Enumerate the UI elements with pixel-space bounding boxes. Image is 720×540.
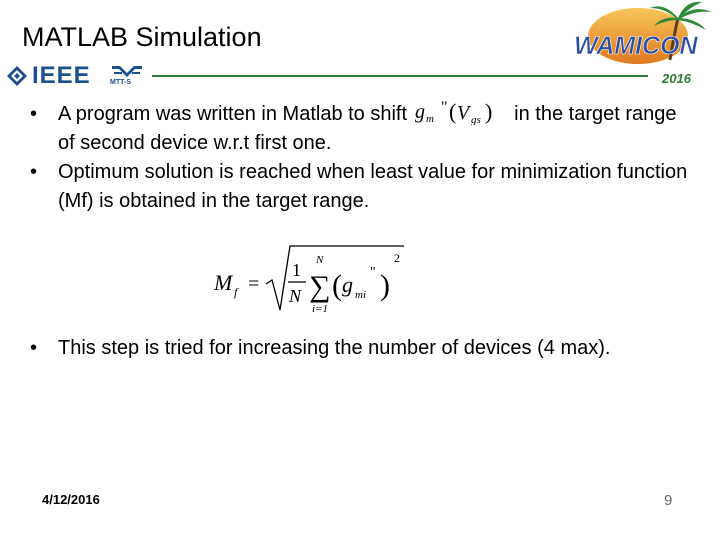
- bullet-item: [30, 334, 690, 363]
- svg-text:(: (: [332, 269, 342, 302]
- gm-vgs-symbol: [413, 101, 509, 125]
- formula-term-sub: mi: [355, 289, 366, 301]
- formula-numerator: 1: [292, 260, 301, 280]
- bullet-marker: •: [30, 337, 38, 359]
- sum-lower-limit: i=1: [312, 303, 328, 315]
- mtt-label: MTT-S: [110, 79, 131, 86]
- ieee-wordmark: IEEE: [32, 62, 91, 89]
- formula-term: g: [342, 272, 353, 297]
- formula-denominator: N: [289, 286, 302, 306]
- svg-text:(: (: [448, 101, 456, 124]
- formula-term-sup: ": [370, 265, 376, 280]
- mtt-logo: [110, 64, 144, 88]
- symbol-base: g: [414, 101, 425, 123]
- footer-date: 4/12/2016: [42, 492, 100, 507]
- mtt-emblem-icon: [110, 64, 144, 80]
- bullet-list: [30, 100, 690, 216]
- ieee-diamond-icon: [6, 65, 28, 87]
- symbol-sup: ": [440, 101, 448, 116]
- formula-equals: =: [248, 273, 260, 295]
- minimization-formula: [208, 240, 408, 318]
- formula-lhs: M: [214, 270, 233, 295]
- bullet-item: [30, 158, 690, 216]
- svg-text:): ): [380, 269, 390, 302]
- svg-text:∑: ∑: [309, 270, 331, 303]
- bullet-text: This step is tried for increasing the number of devices (4 max).: [58, 337, 611, 359]
- symbol-arg-sub: gs: [470, 114, 481, 125]
- symbol-sub: m: [425, 113, 434, 125]
- bullet-marker: •: [30, 103, 38, 125]
- bullet-text-before: A program was written in Matlab to shift: [58, 103, 413, 125]
- header-rule: [152, 75, 648, 77]
- bullet-text: Optimum solution is reached when least value for minimization function (Mf) is obtained in the target range.: [58, 161, 688, 212]
- conference-year: 2016: [662, 71, 691, 86]
- page-number: 9: [664, 492, 673, 509]
- wamicon-wordmark: WAMICON: [574, 32, 698, 60]
- formula-lhs-sub: f: [234, 285, 238, 299]
- formula-power: 2: [394, 251, 400, 265]
- wamicon-logo: [566, 0, 720, 66]
- sum-upper-limit: N: [316, 254, 324, 266]
- svg-text:): ): [484, 101, 492, 124]
- ieee-logo: [6, 62, 91, 90]
- bullet-list-2: [30, 334, 690, 363]
- symbol-arg: V: [456, 102, 469, 124]
- bullet-item: [30, 100, 690, 158]
- slide-title: MATLAB Simulation: [22, 22, 262, 52]
- bullet-text-after: in the target range of second device w.r.t first one.: [58, 103, 677, 154]
- bullet-marker: •: [30, 161, 38, 183]
